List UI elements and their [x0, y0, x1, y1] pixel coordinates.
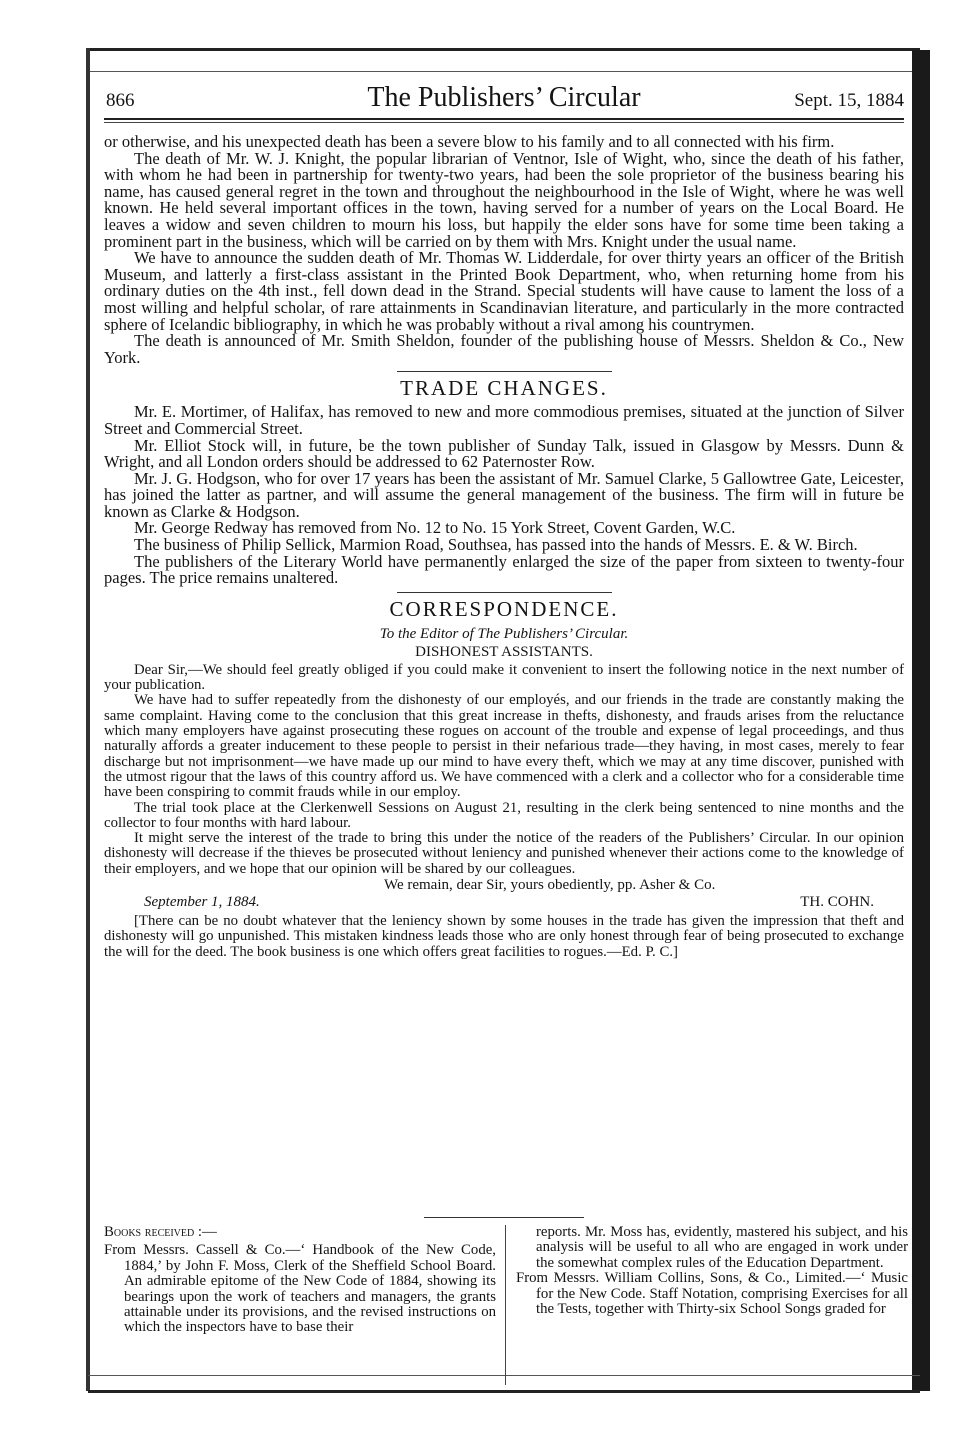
trade-changes-section [104, 376, 904, 587]
trade-item: Mr. E. Mortimer, of Halifax, has removed to new and more commodious premises, situated at the junction of Silver Street and Commercial Street. [104, 402, 904, 438]
book-entry: From Messrs. William Collins, Sons, & Co., Limited.—‘ Music for the New Code. Staff Notation, comprising Exercises for all the Tests, together with Thirty-six School Songs graded for [516, 1270, 908, 1318]
column-divider [505, 1225, 506, 1385]
letter-signature: TH. COHN. [800, 894, 874, 910]
section-divider [424, 1217, 584, 1218]
obituary-paragraph: The death of Mr. W. J. Knight, the popular librarian of Ventnor, Isle of Wight, who, since the death of his father, with whom he had been in partnership for twenty-two years, had been the sole proprietor of the business bearing his name, has caused general regret in the town and throughout the neighbourhood in the Isle of Wight, where he was well known. He held several important offices in the town, having served for a number of years on the Local Board. He leaves a widow and seven children to mourn his loss, but happily the elder sons have for some time been taking a prominent part in the business, which will be carried on by them with Mrs. Knight under the usual name. [104, 148, 904, 251]
obituary-paragraph: The death is announced of Mr. Smith Sheldon, founder of the publishing house of Messrs. Sheldon & Co., New York. [104, 331, 904, 367]
books-right-column [516, 1225, 908, 1317]
letter-closing: We remain, dear Sir, yours obediently, pp. Asher & Co. [384, 877, 716, 893]
letter-paragraph: Dear Sir,—We should feel greatly obliged if you could make it convenient to insert the following notice in the next number of your publication. [104, 661, 904, 694]
section-divider [397, 371, 612, 372]
header-rule [104, 118, 904, 120]
books-received-heading: Books received :— [104, 1224, 217, 1240]
frame-left-border [86, 48, 90, 1391]
letter-paragraph: The trial took place at the Clerkenwell Sessions on August 21, resulting in the clerk being sentenced to nine months and the collector to four months with hard labour. [104, 799, 904, 831]
addressee-line: To the Editor of The Publishers’ Circular. [379, 625, 629, 642]
section-divider [397, 592, 612, 593]
main-column [104, 134, 904, 960]
letter-signature-row [104, 894, 904, 911]
letter-paragraph: We have had to suffer repeatedly from the dishonesty of our employés, and our friends in the trade are constantly making the same complaint. Having come to the conclusion that this great increase in thefts, dishonesty, and frauds arises from the reluctance which many employers have against prosecuting these rogues on account of the trouble and expense of legal proceedings, and thus naturally affords a greater inducement to these people to persist in their nefarious trade—they having, in most cases, merely to fear discharge but not imprisonment—we have made up our mind to have every theft, which we may at any time discover, punished with the utmost rigour that the laws of this country afford us. We have commenced with a clerk and a collector who for a considerable time have been conspiring to commit frauds while in our employ. [104, 692, 904, 801]
journal-title: The Publishers’ Circular [367, 82, 641, 113]
trade-item: Mr. George Redway has removed from No. 12 to No. 15 York Street, Covent Garden, W.C. [134, 518, 736, 538]
letter-date: September 1, 1884. [144, 894, 260, 910]
obituary-paragraph: We have to announce the sudden death of Mr. Thomas W. Lidderdale, for over thirty years an officer of the British Museum, and latterly a first-class assistant in the Printed Book Department, who, when returning home from his ordinary duties on the 4th inst., fell down dead in the Strand. Special students will have cause to lament the loss of a most willing and helpful scholar, of rare attainments in Scandinavian literature, and particularly in the more contracted sphere of Icelandic bibliography, in which he was probably without a rival among his countrymen. [104, 248, 904, 334]
trade-item: The publishers of the Literary World have permanently enlarged the size of the paper from sixteen to twenty-four pages. The price remains unaltered. [104, 551, 904, 588]
trade-item: Mr. J. G. Hodgson, who for over 17 years has been the assistant of Mr. Samuel Clarke, 5 Gallowtree Gate, Leicester, has joined the latter as partner, and will assume the general management of the business. The firm will in future be known as Clarke & Hodgson. [104, 468, 904, 521]
running-header [104, 80, 904, 114]
correspondence-section [104, 597, 904, 960]
books-received-columns [104, 1224, 908, 1385]
letter-subject: DISHONEST ASSISTANTS. [415, 643, 593, 660]
letter-closing-row [104, 877, 904, 894]
obituary-paragraph: or otherwise, and his unexpected death has been a severe blow to his family and to all connected with his firm. [104, 132, 835, 151]
book-entry: From Messrs. Cassell & Co.—‘ Handbook of the New Code, 1884,’ by John F. Moss, Clerk of the Sheffield School Board. An admirable epitome of the New Code of 1884, showing its bearings upon the work of teachers and managers, the grants attainable under its provisions, and the revised instructions on which the inspectors have to base their [104, 1242, 496, 1336]
section-heading: TRADE CHANGES. [400, 376, 608, 401]
books-left-column [104, 1225, 496, 1336]
header-rule-thin [104, 122, 904, 123]
issue-date: Sept. 15, 1884 [794, 90, 904, 111]
section-heading: CORRESPONDENCE. [389, 596, 619, 621]
obituary-section [104, 134, 904, 366]
frame-right-border [912, 50, 930, 1391]
letter-paragraph: It might serve the interest of the trade to bring this under the notice of the readers of the Publishers’ Circular. In our opinion dishonesty will decrease if the thieves be prosecuted without leniency and punished whenever their actions come to the knowledge of their employers, and we hope that our opinion will be shared by our colleagues. [104, 830, 904, 877]
frame-top-border [88, 48, 920, 72]
book-entry-continued: reports. Mr. Moss has, evidently, mastered his subject, and his analysis will be useful to all who are engaged in work under the somewhat complex rules of the Education Department. [536, 1224, 908, 1271]
page-number: 866 [106, 90, 135, 111]
trade-item: The business of Philip Sellick, Marmion Road, Southsea, has passed into the hands of Messrs. E. & W. Birch. [134, 535, 858, 555]
trade-item: Mr. Elliot Stock will, in future, be the town publisher of Sunday Talk, issued in Glasgow by Messrs. Dunn & Wright, and all London orders should be addressed to 62 Paternoster Row. [104, 435, 904, 472]
editor-note: [There can be no doubt whatever that the leniency shown by some houses in the trade has given the impression that theft and dishonesty will go unpunished. This mistaken kindness leads those who are only honest through fear of being prosecuted to exchange the will for the deed. The book business is one which offers great facilities to rogues.—Ed. P. C.] [104, 913, 904, 960]
